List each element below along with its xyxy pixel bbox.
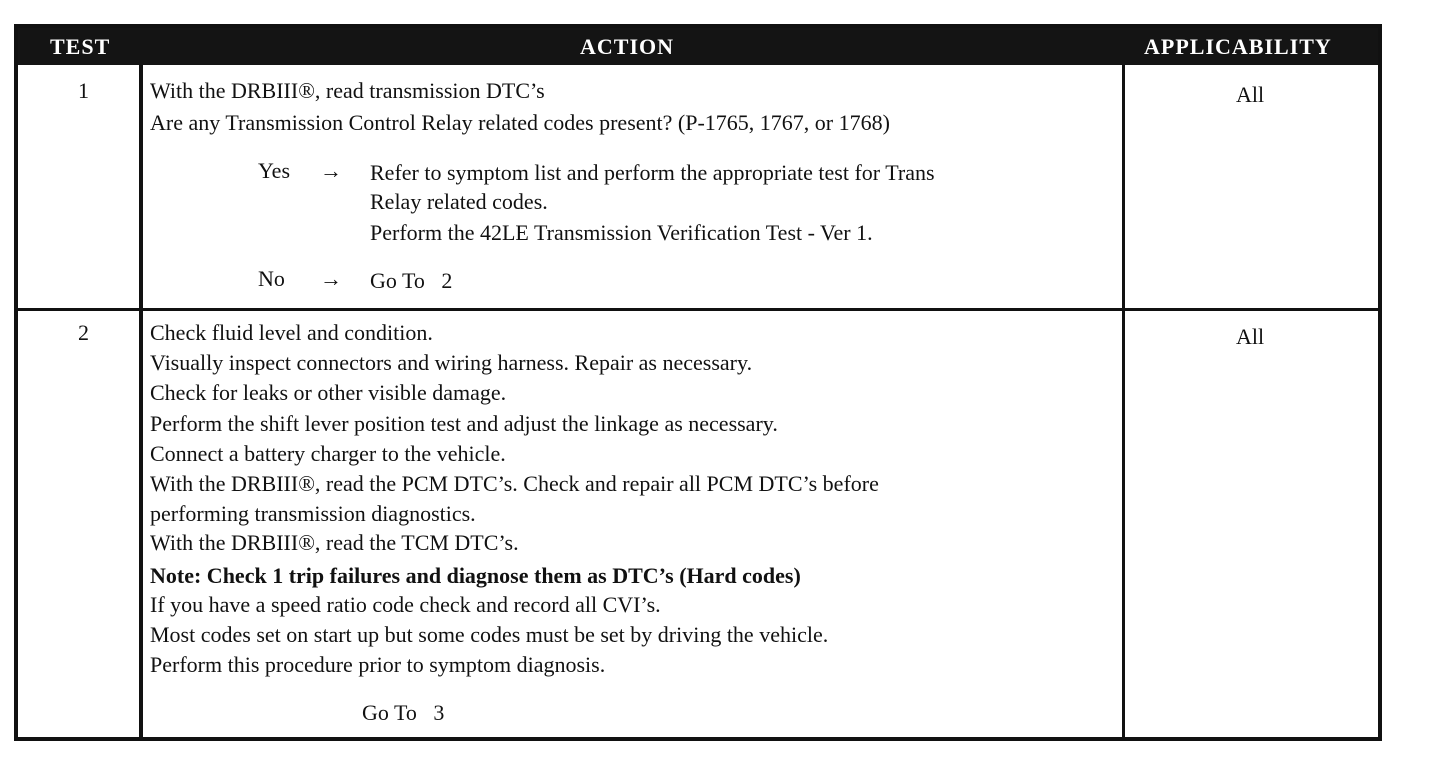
test-number-2: 2 [78, 320, 89, 345]
row2-line-5: Connect a battery charger to the vehicle. [150, 441, 506, 466]
yes-text-1: Refer to symptom list and perform the appropriate test for Trans [370, 160, 935, 185]
row2-line-9: If you have a speed ratio code check and record all CVI’s. [150, 592, 661, 617]
row2-line-3: Check for leaks or other visible damage. [150, 380, 507, 405]
column-divider-left [139, 65, 143, 741]
row2-line-11: Perform this procedure prior to symptom diagnosis. [150, 652, 606, 677]
header-test: TEST [50, 34, 111, 59]
no-label: No [258, 266, 285, 291]
no-arrow-icon: → [320, 266, 342, 291]
row-divider [18, 308, 1378, 311]
row1-line-1: With the DRBIII®, read transmission DTC’s [150, 78, 545, 103]
yes-text-3: Perform the 42LE Transmission Verification Test - Ver 1. [370, 220, 873, 245]
header-applicability: APPLICABILITY [1144, 34, 1332, 59]
row2-line-7: performing transmission diagnostics. [150, 501, 476, 526]
yes-text-2: Relay related codes. [370, 189, 548, 214]
row2-line-8: With the DRBIII®, read the TCM DTC’s. [150, 530, 519, 555]
row2-line-4: Perform the shift lever position test and adjust the linkage as necessary. [150, 411, 778, 436]
row1-line-2: Are any Transmission Control Relay related codes present? (P-1765, 1767, or 1768) [150, 110, 890, 135]
row2-goto: Go To 3 [362, 700, 445, 725]
row2-line-10: Most codes set on start up but some codes must be set by driving the vehicle. [150, 622, 829, 647]
yes-arrow-icon: → [320, 158, 342, 183]
row2-line-1: Check fluid level and condition. [150, 320, 433, 345]
applicability-2: All [1236, 324, 1265, 349]
row2-line-6: With the DRBIII®, read the PCM DTC’s. Check and repair all PCM DTC’s before [150, 471, 879, 496]
note-text: Note: Check 1 trip failures and diagnose them as DTC’s (Hard codes) [150, 563, 801, 588]
header-action: ACTION [580, 34, 675, 59]
row2-line-2: Visually inspect connectors and wiring harness. Repair as necessary. [150, 350, 753, 375]
yes-label: Yes [258, 158, 291, 183]
test-number-1: 1 [78, 78, 89, 103]
no-goto: Go To 2 [370, 268, 453, 293]
table-header [18, 28, 1378, 65]
column-divider-right [1122, 65, 1125, 741]
applicability-1: All [1236, 82, 1265, 107]
diagnostic-table [14, 24, 1382, 741]
